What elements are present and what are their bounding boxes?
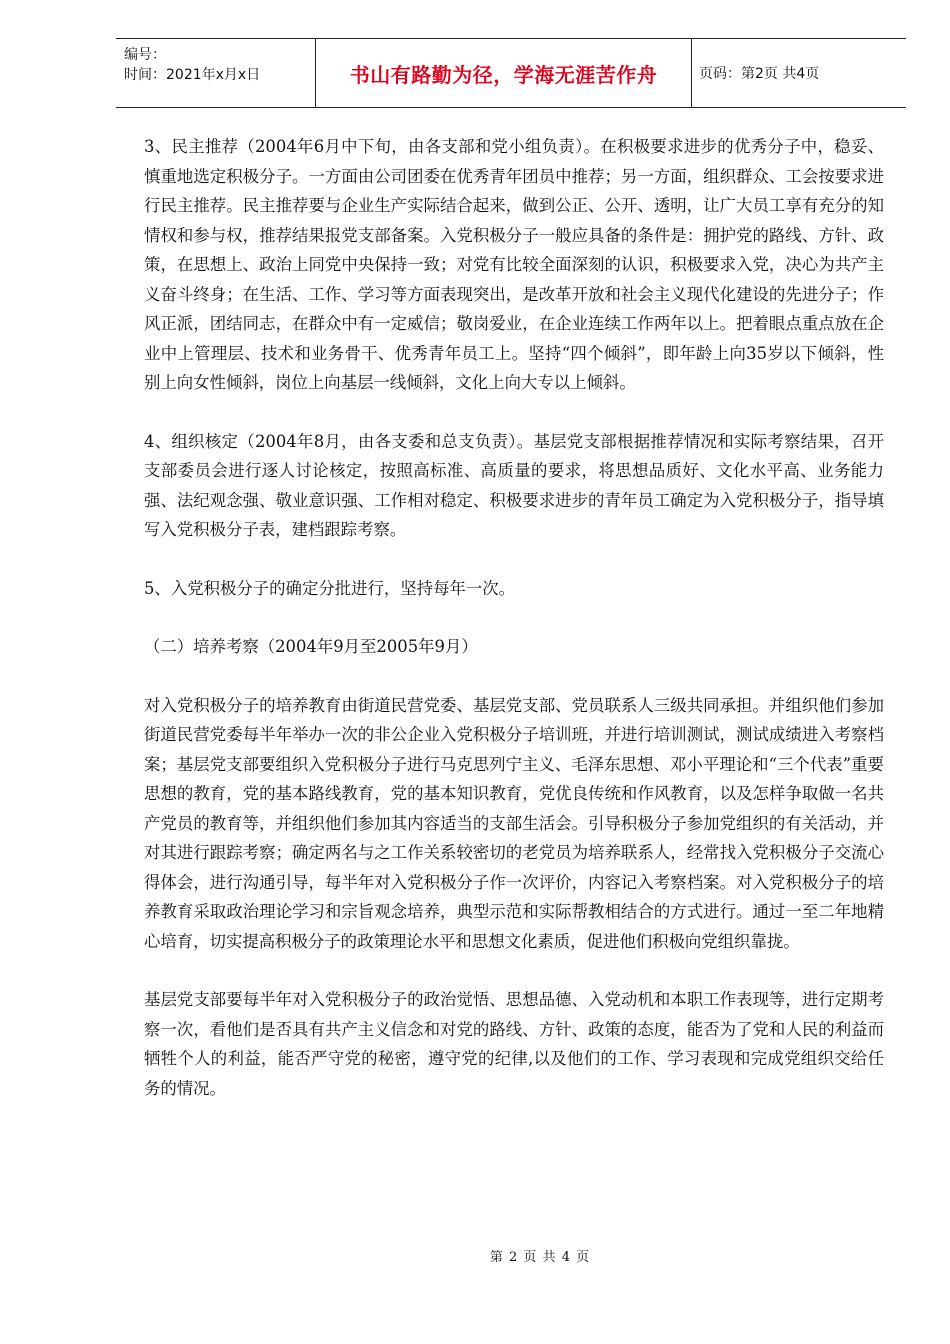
paragraph-3-democratic-recommendation: 3、民主推荐（2004年6月中下旬，由各支部和党小组负责）。在积极要求进步的优秀分子中，稳妥、慎重地选定积极分子。一方面由公司团委在优秀青年团员中推荐；另一方面，组织群众、工会按要求进行民主推荐。民主推荐要与企业生产实际结合起来，做到公正、公开、透明，让广大员工享有充分的知情权和参与权，推荐结果报党支部备案。入党积极分子一般应具备的条件是：拥护党的路线、方针、政策，在思想上、政治上同党中央保持一致；对党有比较全面深刻的认识，积极要求入党，决心为共产主义奋斗终身；在生活、工作、学习等方面表现突出，是改革开放和社会主义现代化建设的先进分子；作风正派，团结同志，在群众中有一定威信；敬岗爱业，在企业连续工作两年以上。把着眼点重点放在企业中上管理层、技术和业务骨干、优秀青年员工上。坚持“四个倾斜”，即年龄上向35岁以下倾斜，性别上向女性倾斜，岗位上向基层一线倾斜，文化上向大专以上倾斜。 [144,137,884,392]
doc-number-label: 编号： [124,47,166,63]
document-body [144,132,884,1103]
header-meta [116,39,315,107]
section-heading-training: （二）培养考察（2004年9月至2005年9月） [144,637,478,656]
page-footer: 第 2 页 共 4 页 [489,1250,591,1265]
paragraph-periodic-review: 基层党支部要每半年对入党积极分子的政治觉悟、思想品德、入党动机和本职工作表现等，进行定期考察一次，看他们是否具有共产主义信念和对党的路线、方针、政策的态度，能否为了党和人民的利益而牺牲个人的利益，能否严守党的秘密，遵守党的纪律,以及他们的工作、学习表现和完成党组织交给任务的情况。 [144,990,884,1098]
paragraph-training-education: 对入党积极分子的培养教育由街道民营党委、基层党支部、党员联系人三级共同承担。并组织他们参加街道民营党委每半年举办一次的非公企业入党积极分子培训班，并进行培训测试，测试成绩进入考察档案；基层党支部要组织入党积极分子进行马克思列宁主义、毛泽东思想、邓小平理论和“三个代表”重要思想的教育，党的基本路线教育，党的基本知识教育，党优良传统和作风教育，以及怎样争取做一名共产党员的教育等，并组织他们参加其内容适当的支部生活会。引导积极分子参加党组织的有关活动，并对其进行跟踪考察；确定两名与之工作关系较密切的老党员为培养联系人，经常找入党积极分子交流心得体会，进行沟通引导，每半年对入党积极分子作一次评价，内容记入考察档案。对入党积极分子的培养教育采取政治理论学习和宗旨观念培养，典型示范和实际帮教相结合的方式进行。通过一至二年地精心培育，切实提高积极分子的政策理论水平和思想文化素质，促进他们积极向党组织靠拢。 [144,695,884,951]
page-header [116,38,906,108]
paragraph-4-organization-verification: 4、组织核定（2004年8月，由各支委和总支负责）。基层党支部根据推荐情况和实际考察结果，召开支部委员会进行逐人讨论核定，按照高标准、高质量的要求，将思想品质好、文化水平高、业务能力强、法纪观念强、敬业意识强、工作相对稳定、积极要求进步的青年员工确定为入党积极分子，指导填写入党积极分子表，建档跟踪考察。 [144,431,884,539]
header-page-info: 页码：第2页 共4页 [699,66,820,82]
paragraph-5-batch-confirmation: 5、入党积极分子的确定分批进行，坚持每年一次。 [144,578,516,598]
doc-time-label: 时间：2021年x月x日 [124,67,261,83]
header-motto: 书山有路勤为径，学海无涯苦作舟 [315,39,692,107]
